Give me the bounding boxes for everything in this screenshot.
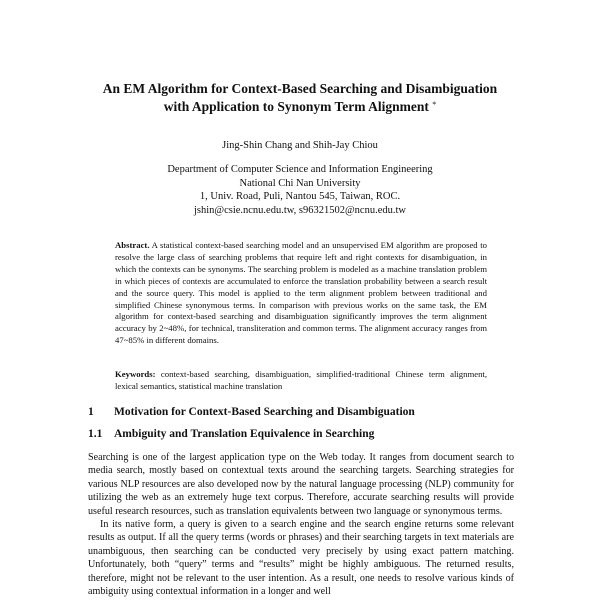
paper-title <box>60 80 540 116</box>
abstract-text: A statistical context-based searching model and an unsupervised EM algorithm are proposed to resolve the large class of searching problems that require left and right contexts for disambiguation, in which the contexts can be synonyms. The searching problem is modeled as a machine translation problem in which pieces of contexts are accumulated to enforce the translation probability between a search result and the source query. This model is applied to the term alignment problem between traditional and simplified Chinese synonymous terms. In comparison with previous works on the same task, the EM algorithm for context-based searching and disambiguation significantly improves the term alignment accuracy by 2~48%, for technical, transliteration and common terms. The alignment accuracy ranges from 47~85% in different domains. <box>115 240 487 346</box>
keywords <box>115 369 487 393</box>
title-footnote-mark: * <box>432 100 437 109</box>
section-1-title: Motivation for Context-Based Searching and Disambiguation <box>114 406 415 418</box>
title-line-1: An EM Algorithm for Context-Based Searching and Disambiguation <box>102 81 498 96</box>
title-line-2-text: with Application to Synonym Term Alignment <box>163 99 429 114</box>
title-line-2 <box>60 98 540 116</box>
affiliation-address: 1, Univ. Road, Puli, Nantou 545, Taiwan, ROC. <box>199 191 401 203</box>
keywords-label: Keywords: <box>115 369 156 379</box>
body-paragraph-1: Searching is one of the largest application type on the Web today. It ranges from document search to media search, mostly based on contextual texts around the searching targets. Searching strategies for various NLP resources are also developed now by the natural language processing (NLP) community for utilizing the web as an extremely huge text corpus. Therefore, accurate searching results will provide useful research resources, such as translation equivalents between two language or synonymous terms. <box>88 452 514 517</box>
affiliation-department: Department of Computer Science and Information Engineering <box>167 164 433 175</box>
affiliation <box>0 163 600 217</box>
section-1-heading <box>88 406 415 418</box>
section-1-number: 1 <box>88 406 94 418</box>
abstract <box>115 240 487 347</box>
authors: Jing-Shin Chang and Shih-Jay Chiou <box>222 140 378 151</box>
body-text <box>88 451 514 598</box>
abstract-label: Abstract. <box>115 240 150 250</box>
section-1-1-number: 1.1 <box>88 428 103 440</box>
affiliation-university: National Chi Nan University <box>239 177 361 189</box>
keywords-text: context-based searching, disambiguation, simplified-traditional Chinese term alignment, lexical semantics, statistical machine translation <box>115 369 488 391</box>
body-paragraph-2: In its native form, a query is given to a search engine and the search engine returns some relevant results as output. If all the query terms (words or phrases) and their searching targets in text materials are unambiguous, then searching can be conducted very precisely by using exact pattern matching. Unfortunately, both “query” terms and “results” might be highly ambiguous. The returned results, therefore, might not be relevant to the user intention. As a result, one needs to resolve various kinds of ambiguity using contextual information in a longer and well <box>88 519 514 598</box>
affiliation-emails: jshin@csie.ncnu.edu.tw, s96321502@ncnu.edu.tw <box>193 204 406 216</box>
section-1-1-heading <box>88 428 374 440</box>
section-1-1-title: Ambiguity and Translation Equivalence in Searching <box>114 428 375 440</box>
